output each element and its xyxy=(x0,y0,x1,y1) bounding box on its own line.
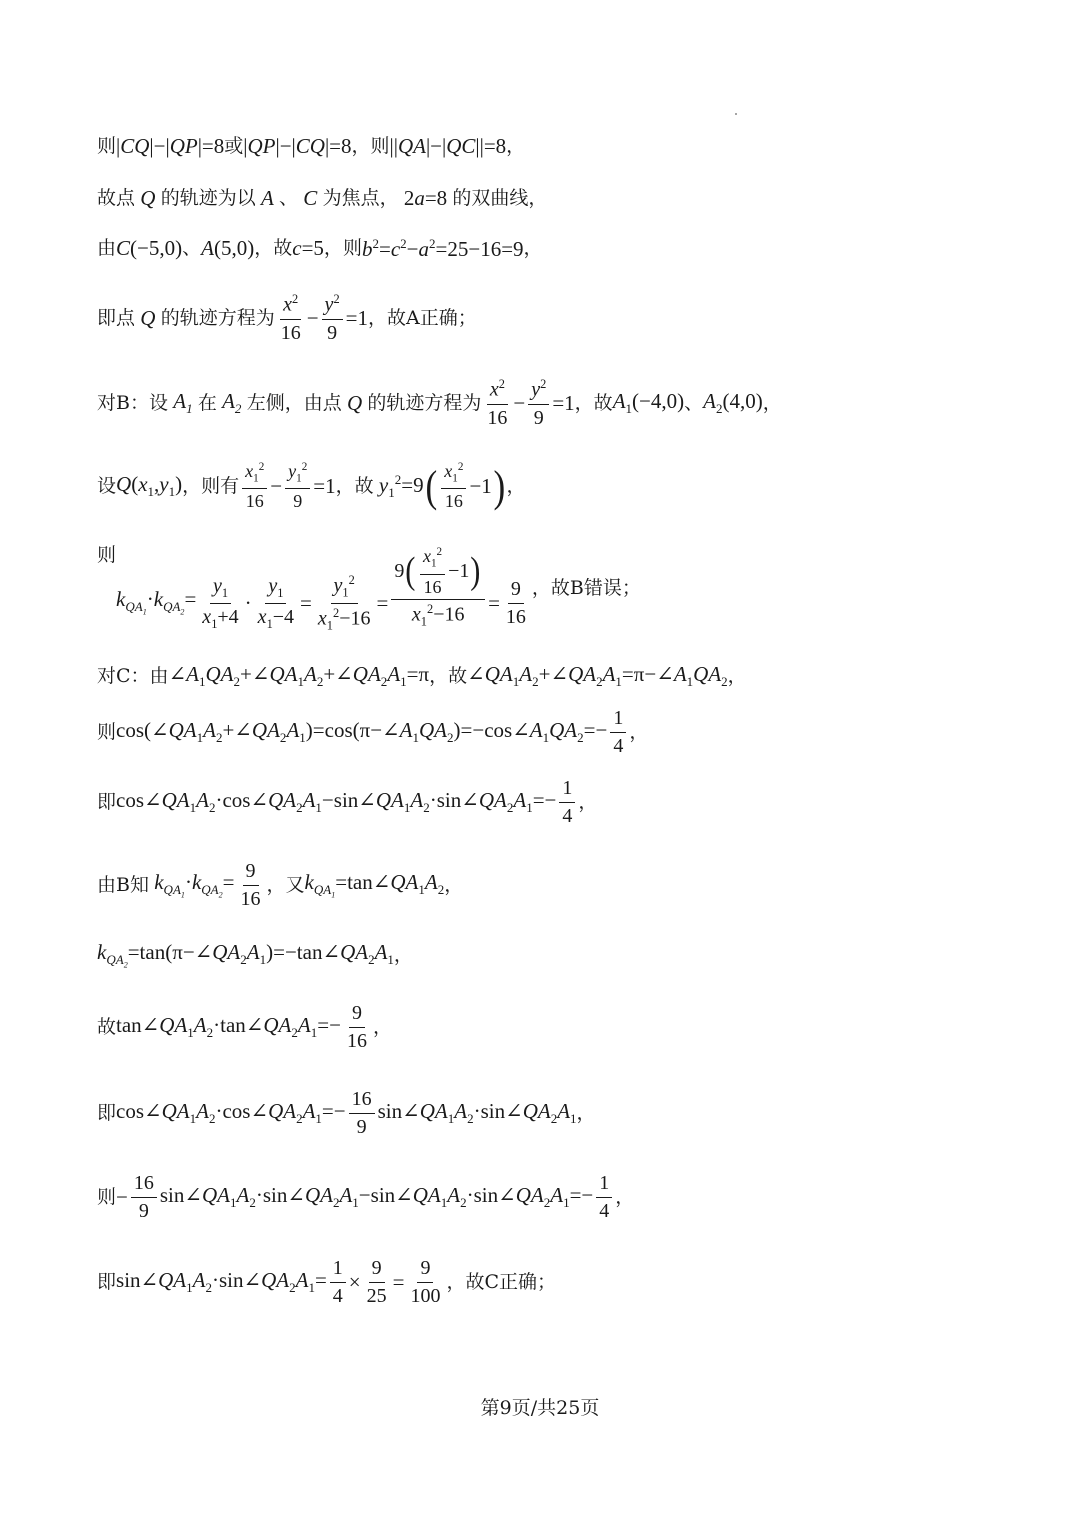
solution-line-6: 设 $Q(x_1,y_1)$ ，则有 $\frac{x_1^2}{16}$ − $\frac{y_1^2}{9}$ =1 ， 故 $y_1^2=9$ ( $\frac{x_1^2}{16}$ −1 ) ， xyxy=(97,461,526,512)
page-number-footer: 第9页/共25页 xyxy=(480,1397,600,1419)
solution-line-16: 即 $\sin\angle QA_1A_2\cdot\sin\angle QA_2A_1=$ $\frac{1}{4}$ × $\frac{9}{25}$ = $\frac{9}{100}$ ，故C正确； xyxy=(97,1257,557,1307)
solution-line-7: 则 $k_{QA_1}\cdot k_{QA_2}=$ $\frac{y_1}{x_1+4}$ · $\frac{y_1}{x_1-4}$ = $\frac{y_1^2}{x_1^2-16}$ = 9 ( $\frac{x_1^2}{16}$ −1 ) $x_1^2-16$ = $\frac{9}{16}$ ，故B错误； xyxy=(97,544,641,633)
solution-line-8: 对C： 由 $\angle A_1QA_2+\angle QA_1A_2+\angle QA_2A_1=\pi$ ， 故 $\angle QA_1A_2+\angle QA_2A_1=\pi-\angle A_1QA_2$ ， xyxy=(97,662,747,690)
solution-line-4: 即点 Q 的轨迹方程为 $\frac{x^2}{16}$ − $\frac{y^2}{9}$ =1 ，故A正确； xyxy=(97,292,477,344)
solution-line-3: 由 C(−5,0) 、 A(5,0) ， 故 c=5 ， 则 $b^2=c^2-a^2=25-16=9$ ， xyxy=(97,236,543,261)
solution-line-11: 由B知 $k_{QA_1}\cdot k_{QA_2}=$ $\frac{9}{16}$ ，又 $k_{QA_1}=\tan\angle QA_1A_2$ ， xyxy=(97,860,464,910)
solution-line-12: $k_{QA_2}=\tan(\pi-\angle QA_2A_1)=-\tan\angle QA_2A_1$ ， xyxy=(97,940,413,970)
solution-line-2: 故点 Q 的轨迹为以 A 、 C 为焦点， 2a=8 的双曲线， xyxy=(97,186,548,210)
solution-line-9: 则 $\cos(\angle QA_1A_2+\angle QA_2A_1)=\cos(\pi-\angle A_1QA_2)=-\cos\angle A_1QA_2=-$ $\frac{1}{4}$ ， xyxy=(97,707,649,757)
solution-line-15: 则 − $\frac{16}{9}$ $\sin\angle QA_1A_2\cdot\sin\angle QA_2A_1-\sin\angle QA_1A_2\cdot\sin\angle QA_2A_1=-$ $\frac{1}{4}$ ， xyxy=(97,1172,635,1222)
solution-line-14: 即 $\cos\angle QA_1A_2\cdot\cos\angle QA_2A_1=-$ $\frac{16}{9}$ $\sin\angle QA_1A_2\cdot\sin\angle QA_2A_1$ ， xyxy=(97,1088,596,1138)
solution-line-10: 即 $\cos\angle QA_1A_2\cdot\cos\angle QA_2A_1-\sin\angle QA_1A_2\cdot\sin\angle QA_2A_1=-$ $\frac{1}{4}$ ， xyxy=(97,777,598,827)
solution-line-5: 对B： 设 $A_1$ 在 $A_2$ 左侧，由点 Q 的轨迹方程为 $\frac{x^2}{16}$ − $\frac{y^2}{9}$ =1 ，故 $A_1(-4,0)$ 、 $A_2(4,0)$ ， xyxy=(97,377,782,429)
solution-line-1: 则 |CQ|−|QP|=8 或 |QP|−|CQ|=8 ， 则 ||QA|−|QC||=8 ， xyxy=(97,134,526,158)
solution-line-13: 故 $\tan\angle QA_1A_2\cdot\tan\angle QA_2A_1=-$ $\frac{9}{16}$ ， xyxy=(97,1002,392,1052)
scan-speck xyxy=(735,113,737,115)
